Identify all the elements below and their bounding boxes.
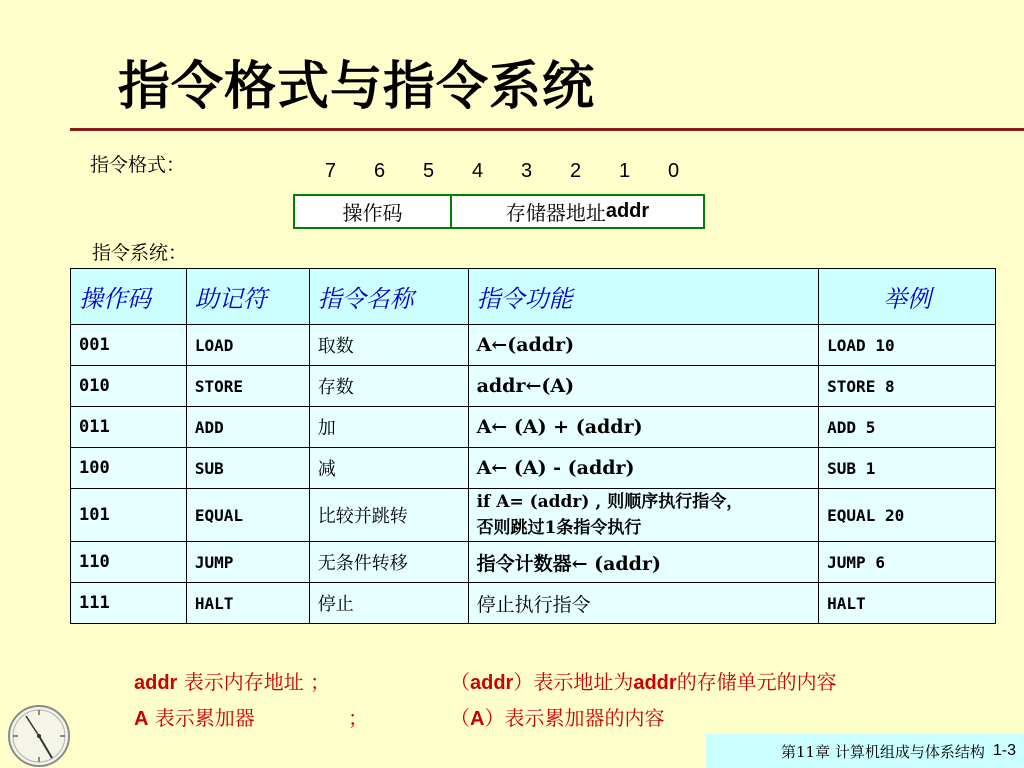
header-function: 指令功能 — [468, 269, 819, 325]
format-label: 指令格式： — [90, 154, 186, 176]
note-text: 的存储单元的内容 — [676, 670, 837, 694]
note-addr-meaning — [134, 666, 330, 695]
header-example: 举例 — [819, 269, 996, 325]
bit-positions — [306, 160, 698, 183]
cell-name: 停止 — [309, 583, 468, 624]
footer-page-number: 1-3 — [992, 742, 1016, 759]
table-row — [71, 448, 996, 489]
header-opcode: 操作码 — [71, 269, 187, 325]
cell-function: A← (A) - (addr) — [468, 448, 819, 489]
cell-code: 100 — [71, 448, 187, 489]
cell-function: A← (A) + (addr) — [468, 407, 819, 448]
cell-function: 停止执行指令 — [468, 583, 819, 624]
note-paren: （ — [450, 670, 470, 694]
bit-1: 1 — [618, 160, 631, 182]
cell-name: 取数 — [309, 325, 468, 366]
cell-mnemonic: LOAD — [186, 325, 309, 366]
clock-icon — [4, 698, 74, 768]
note-addr-key: addr — [134, 672, 178, 694]
bit-0: 0 — [667, 160, 680, 182]
cell-function: addr←(A) — [468, 366, 819, 407]
note-semicolon: ； — [348, 706, 368, 730]
cell-name: 加 — [309, 407, 468, 448]
cell-mnemonic: EQUAL — [186, 489, 309, 542]
footer-chapter: 第11章 计算机组成与体系结构 — [781, 742, 985, 761]
cell-code: 101 — [71, 489, 187, 542]
bit-4: 4 — [471, 160, 484, 182]
cell-function: A←(addr) — [468, 325, 819, 366]
bit-3: 3 — [520, 160, 533, 182]
instruction-table — [70, 268, 996, 624]
cell-mnemonic: HALT — [186, 583, 309, 624]
cell-mnemonic: ADD — [186, 407, 309, 448]
bit-5: 5 — [422, 160, 435, 182]
cell-example: LOAD 10 — [819, 325, 996, 366]
bit-7: 7 — [324, 160, 337, 182]
note-addr-key: addr — [470, 672, 514, 694]
header-mnemonic: 助记符 — [186, 269, 309, 325]
note-a-key: A — [134, 708, 149, 730]
note-text: ）表示累加器的内容 — [484, 706, 665, 730]
system-label: 指令系统： — [92, 242, 188, 264]
cell-name: 无条件转移 — [309, 542, 468, 583]
cell-example: EQUAL 20 — [819, 489, 996, 542]
bit-6: 6 — [373, 160, 386, 182]
cell-code: 011 — [71, 407, 187, 448]
table-row — [71, 407, 996, 448]
format-address-cn: 存储器地址 — [505, 201, 606, 225]
note-addr-content — [450, 666, 837, 695]
note-paren: （ — [450, 706, 470, 730]
cell-code: 001 — [71, 325, 187, 366]
table-row — [71, 489, 996, 542]
table-header-row — [71, 269, 996, 325]
cell-code: 111 — [71, 583, 187, 624]
cell-code: 110 — [71, 542, 187, 583]
note-a-key: A — [470, 708, 485, 730]
slide-title: 指令格式与指令系统 — [118, 56, 596, 117]
cell-mnemonic: SUB — [186, 448, 309, 489]
cell-function — [468, 489, 819, 542]
cell-name: 存数 — [309, 366, 468, 407]
cell-function-line1: if A= (addr) , 则顺序执行指令， — [476, 492, 744, 512]
cell-example: SUB 1 — [819, 448, 996, 489]
cell-code: 010 — [71, 366, 187, 407]
title-divider — [70, 128, 1024, 131]
note-addr-key: addr — [633, 672, 677, 694]
table-row — [71, 325, 996, 366]
note-a-text: 表示累加器 — [148, 706, 255, 730]
instruction-format-box — [293, 194, 705, 229]
note-addr-text: 表示内存地址 ； — [177, 670, 331, 694]
cell-mnemonic: JUMP — [186, 542, 309, 583]
note-a-meaning — [134, 702, 255, 731]
cell-name: 减 — [309, 448, 468, 489]
format-address-en: addr — [605, 200, 650, 222]
table-row — [71, 583, 996, 624]
cell-function-line2: 否则跳过1条指令执行 — [476, 518, 642, 538]
note-text: ）表示地址为 — [513, 670, 634, 694]
note-a-content — [450, 702, 664, 731]
cell-example: STORE 8 — [819, 366, 996, 407]
bit-2: 2 — [569, 160, 582, 182]
cell-example: JUMP 6 — [819, 542, 996, 583]
format-opcode-field: 操作码 — [295, 196, 452, 227]
header-name: 指令名称 — [309, 269, 468, 325]
cell-example: HALT — [819, 583, 996, 624]
cell-example: ADD 5 — [819, 407, 996, 448]
format-address-field — [452, 196, 703, 227]
footer-bar — [706, 734, 1024, 768]
cell-mnemonic: STORE — [186, 366, 309, 407]
table-row — [71, 366, 996, 407]
table-row — [71, 542, 996, 583]
cell-name: 比较并跳转 — [309, 489, 468, 542]
cell-function: 指令计数器← (addr) — [468, 542, 819, 583]
